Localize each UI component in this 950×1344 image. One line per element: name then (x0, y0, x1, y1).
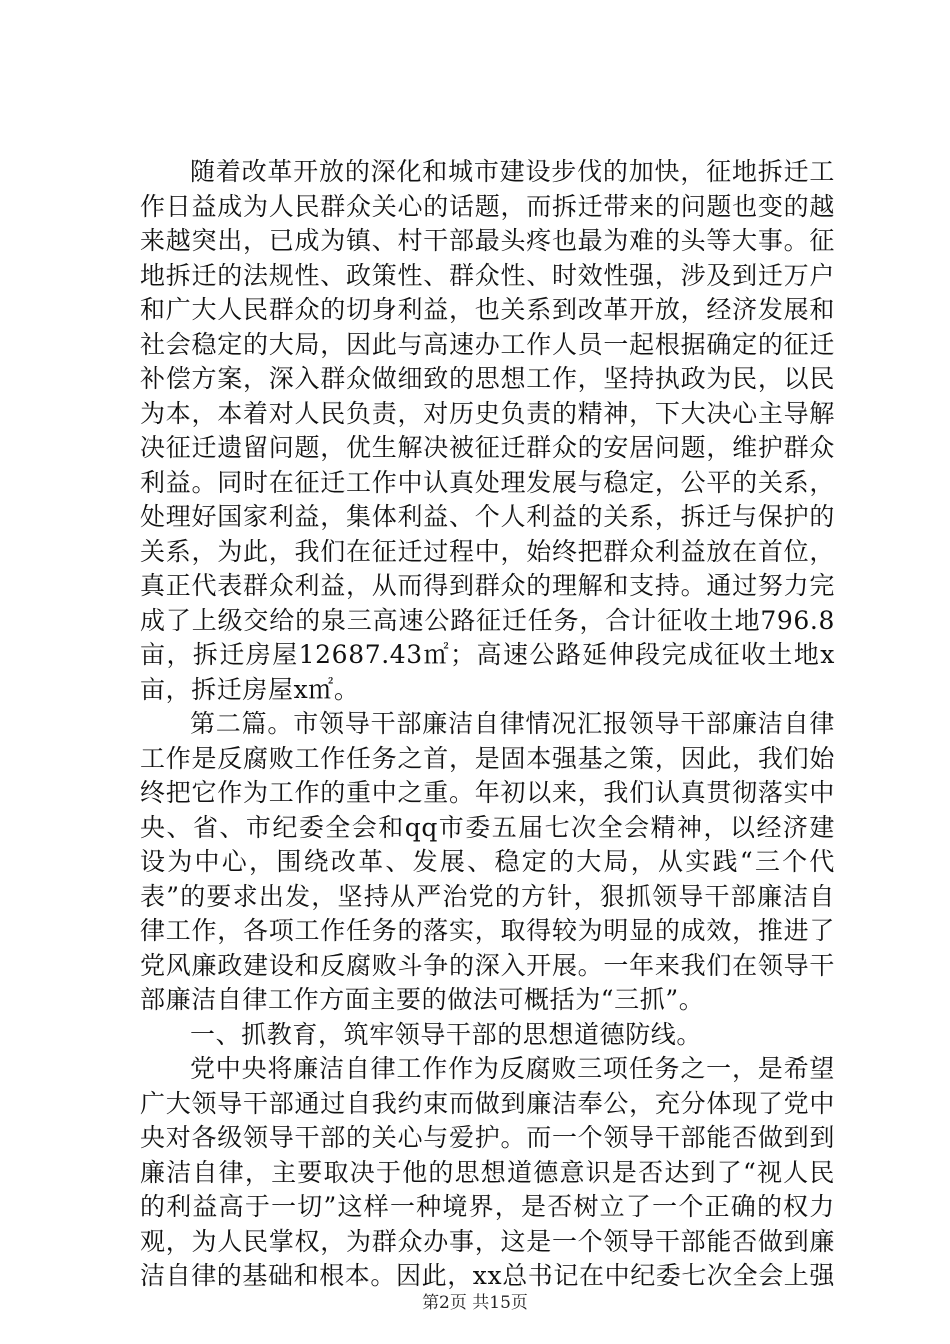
paragraph-second-section: 第二篇。市领导干部廉洁自律情况汇报领导干部廉洁自律工作是反腐败工作任务之首，是固本强基之策，因此，我们始终把它作为工作的重中之重。年初以来，我们认真贯彻落实中央、省、市纪委全会和qq市委五届七次全会精神，以经济建设为中心，围绕改革、发展、稳定的大局，从实践“三个代表”的要求出发，坚持从严治党的方针，狠抓领导干部廉洁自律工作，各项工作任务的落实，取得较为明显的成效，推进了党风廉政建设和反腐败斗争的深入开展。一年来我们在领导干部廉洁自律工作方面主要的做法可概括为“三抓”。 (140, 709, 835, 1014)
paragraph-central-committee: 党中央将廉洁自律工作作为反腐败三项任务之一，是希望广大领导干部通过自我约束而做到廉洁奉公，充分体现了党中央对各级领导干部的关心与爱护。而一个领导干部能否做到到廉洁自律，主要取决于他的思想道德意识是否达到了“视人民的利益高于一切”这样一种境界，是否树立了一个正确的权力观，为人民掌权，为群众办事，这是一个领导干部能否做到廉洁自律的基础和根本。因此，xx总书记在中纪委七次全会上强 (140, 1054, 836, 1290)
paragraph-heading-education: 一、抓教育，筑牢领导干部的思想道德防线。 (190, 1019, 703, 1049)
document-body (140, 155, 835, 1294)
page-footer: 第2页 共15页 (422, 1293, 528, 1313)
paragraph-demolition: 随着改革开放的深化和城市建设步伐的加快，征地拆迁工作日益成为人民群众关心的话题，而拆迁带来的问题也变的越来越突出，已成为镇、村干部最头疼也最为难的头等大事。征地拆迁的法规性、政策性、群众性、时效性强，涉及到迁万户和广大人民群众的切身利益，也关系到改革开放，经济发展和社会稳定的大局，因此与高速办工作人员一起根据确定的征迁补偿方案，深入群众做细致的思想工作，坚持执政为民，以民为本，本着对人民负责，对历史负责的精神，下大决心主导解决征迁遗留问题，优生解决被征迁群众的安居问题，维护群众利益。同时在征迁工作中认真处理发展与稳定，公平的关系，处理好国家利益，集体利益、个人利益的关系，拆迁与保护的关系，为此，我们在征迁过程中，始终把群众利益放在首位，真正代表群众利益，从而得到群众的理解和支持。通过努力完成了上级交给的泉三高速公路征迁任务，合计征收土地796.8亩，拆迁房屋12687.43㎡；高速公路延伸段完成征收土地x亩，拆迁房屋x㎡。 (140, 157, 835, 704)
